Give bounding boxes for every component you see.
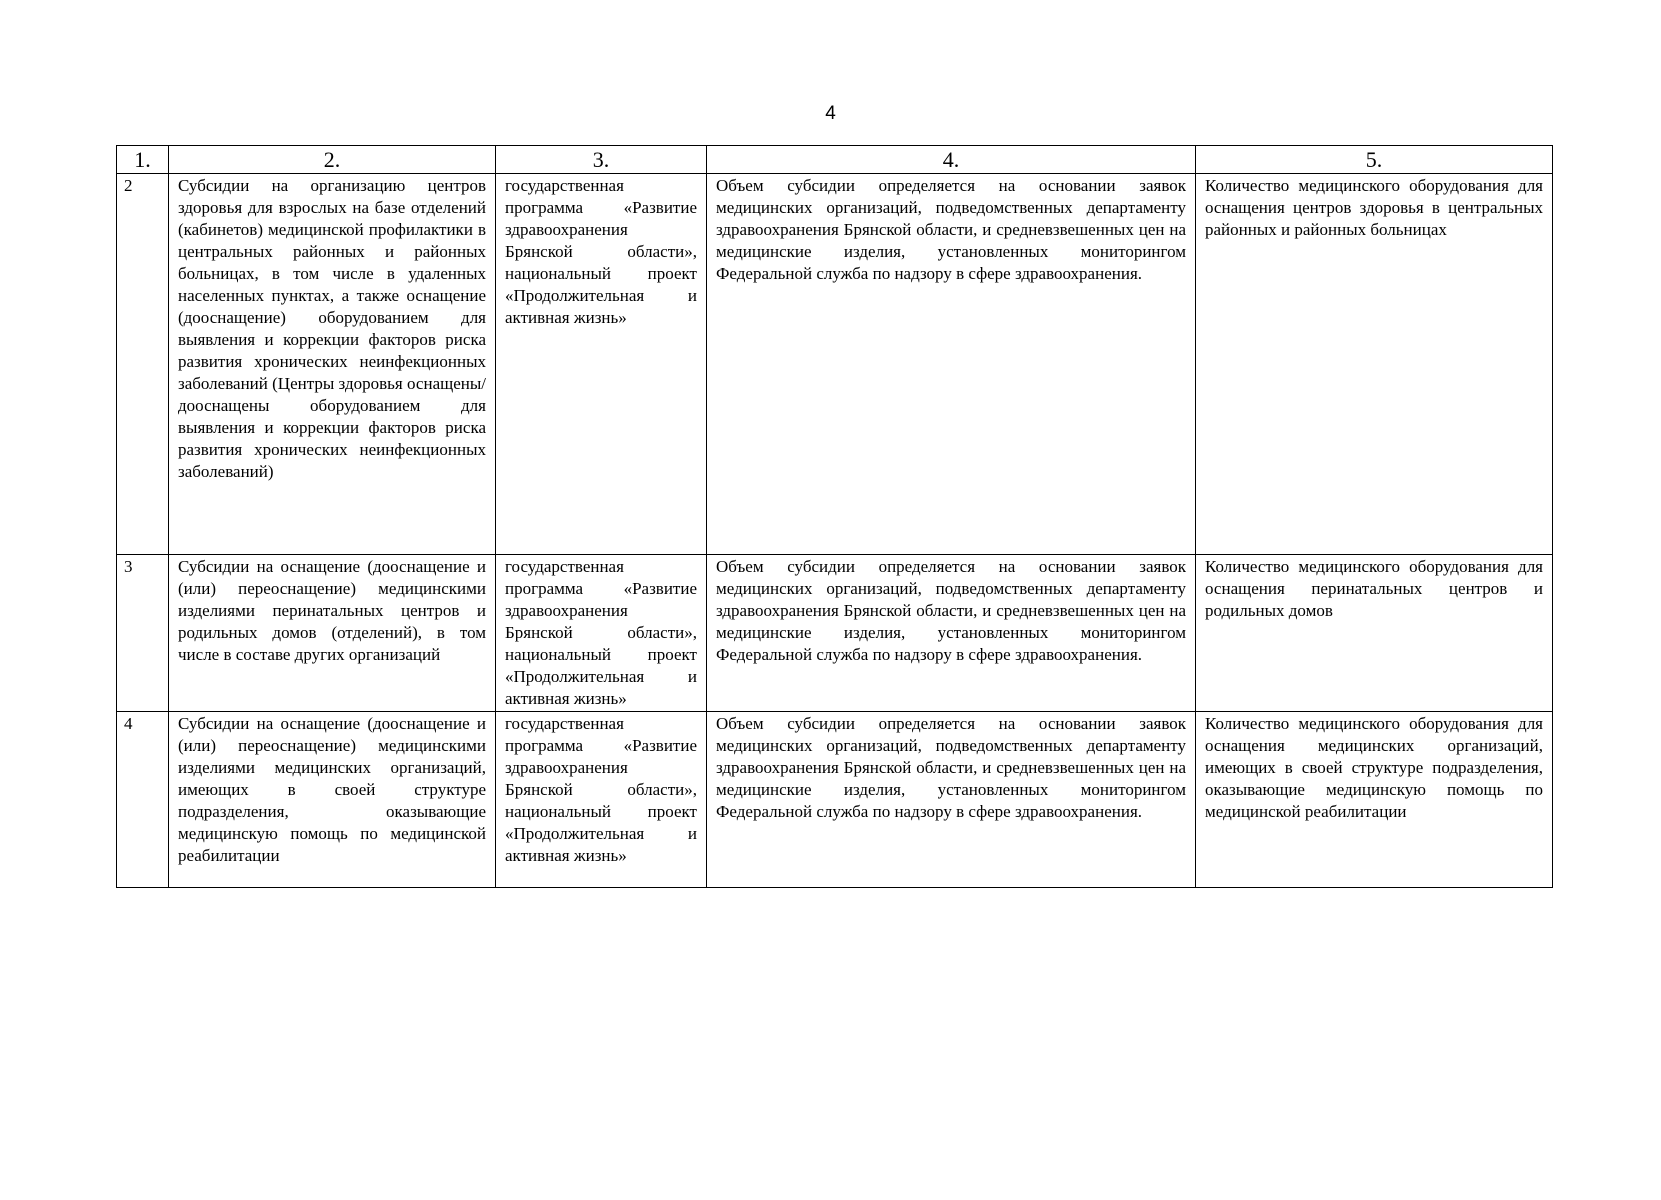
indicator-cell: Количество медицинского оборудования для оснащения медицинских организаций, имеющих в своей структуре подразделения, оказывающие медицинскую помощь по медицинской реабилитации [1196, 712, 1553, 888]
row-number-cell: 3 [117, 555, 169, 712]
subsidy-name-cell: Субсидии на организацию центров здоровья для взрослых на базе отделений (кабинетов) медицинской профилактики в центральных районных и районных больницах, в том числе в удаленных населенных пунктах, а также оснащение (дооснащение) оборудованием для выявления и коррекции факторов риска развития хронических неинфекционных заболеваний (Центры здоровья оснащены/дооснащены оборудованием для выявления и коррекции факторов риска развития хронических неинфекционных заболеваний) [169, 174, 496, 555]
program-cell: государственная программа «Развитие здравоохранения Брянской области», национальный проект «Продолжительная и активная жизнь» [496, 174, 707, 555]
amount-basis-cell: Объем субсидии определяется на основании заявок медицинских организаций, подведомственных департаменту здравоохранения Брянской области, и средневзвешенных цен на медицинские изделия, установленных мониторингом Федеральной служба по надзору в сфере здравоохранения. [707, 555, 1196, 712]
subsidy-name-cell: Субсидии на оснащение (дооснащение и (или) переоснащение) медицинскими изделиями медицинских организаций, имеющих в своей структуре подразделения, оказывающие медицинскую помощь по медицинской реабилитации [169, 712, 496, 888]
table-header-row [117, 146, 1553, 174]
table-row [117, 174, 1553, 555]
amount-basis-cell: Объем субсидии определяется на основании заявок медицинских организаций, подведомственных департаменту здравоохранения Брянской области, и средневзвешенных цен на медицинские изделия, установленных мониторингом Федеральной служба по надзору в сфере здравоохранения. [707, 174, 1196, 555]
row-number-cell: 2 [117, 174, 169, 555]
subsidies-table [116, 145, 1553, 888]
program-cell: государственная программа «Развитие здравоохранения Брянской области», национальный проект «Продолжительная и активная жизнь» [496, 555, 707, 712]
table-row [117, 555, 1553, 712]
column-header: 1. [117, 146, 169, 174]
column-header: 3. [496, 146, 707, 174]
amount-basis-cell: Объем субсидии определяется на основании заявок медицинских организаций, подведомственных департаменту здравоохранения Брянской области, и средневзвешенных цен на медицинские изделия, установленных мониторингом Федеральной служба по надзору в сфере здравоохранения. [707, 712, 1196, 888]
column-header: 2. [169, 146, 496, 174]
table-row [117, 712, 1553, 888]
column-header: 5. [1196, 146, 1553, 174]
page-number: 4 [825, 103, 836, 124]
indicator-cell: Количество медицинского оборудования для оснащения центров здоровья в центральных районных и районных больницах [1196, 174, 1553, 555]
indicator-cell: Количество медицинского оборудования для оснащения перинатальных центров и родильных домов [1196, 555, 1553, 712]
row-number-cell: 4 [117, 712, 169, 888]
program-cell: государственная программа «Развитие здравоохранения Брянской области», национальный проект «Продолжительная и активная жизнь» [496, 712, 707, 888]
column-header: 4. [707, 146, 1196, 174]
subsidy-name-cell: Субсидии на оснащение (дооснащение и (или) переоснащение) медицинскими изделиями перинатальных центров и родильных домов (отделений), в том числе в составе других организаций [169, 555, 496, 712]
